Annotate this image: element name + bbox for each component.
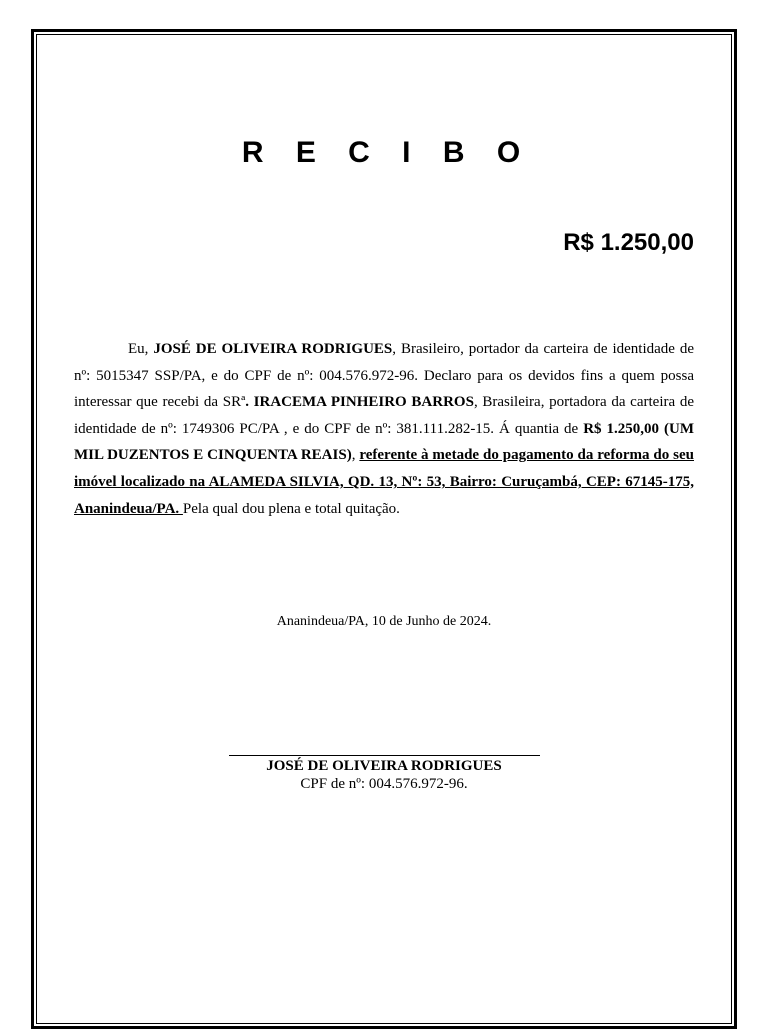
page-border-inner (36, 34, 732, 1024)
receipt-body (74, 336, 694, 522)
receipt-amount: R$ 1.250,00 (563, 229, 694, 256)
signatory-name: JOSÉ DE OLIVEIRA RODRIGUES (266, 758, 502, 774)
body-text-1: Eu, (128, 341, 154, 357)
place-and-date: Ananindeua/PA, 10 de Junho de 2024. (276, 614, 492, 629)
body-text-4: , (351, 447, 360, 464)
body-text-2: , Brasileiro, portador da carteira de identidade de nº: 5015347 SSP/PA, e do CPF de nº: 004.576.972-96. Declaro para os devidos fins a quem possa interessar que recebi da SRª (74, 341, 694, 411)
payment-reference: referente à metade do pagamento da reforma do seu imóvel localizado na ALAMEDA SILVIA, QD. 13, Nº: 53, Bairro: Curuçambá, CEP: 67145-175, Ananindeua/PA. (74, 447, 694, 517)
amount-in-words: R$ 1.250,00 (UM MIL DUZENTOS E CINQUENTA REAIS) (74, 420, 694, 464)
body-text-5: Pela qual dou plena e total quitação. (182, 500, 400, 517)
payer-name: . IRACEMA PINHEIRO BARROS (245, 394, 474, 411)
document-title: R E C I B O (241, 136, 533, 169)
signature-line (229, 755, 540, 756)
issuer-name: JOSÉ DE OLIVEIRA RODRIGUES (153, 341, 393, 357)
signatory-cpf: CPF de nº: 004.576.972-96. (300, 776, 468, 792)
body-text-3: , Brasileira, portadora da carteira de identidade de nº: 1749306 PC/PA , e do CPF de nº: 381.111.282-15. Á quantia de (74, 394, 694, 437)
